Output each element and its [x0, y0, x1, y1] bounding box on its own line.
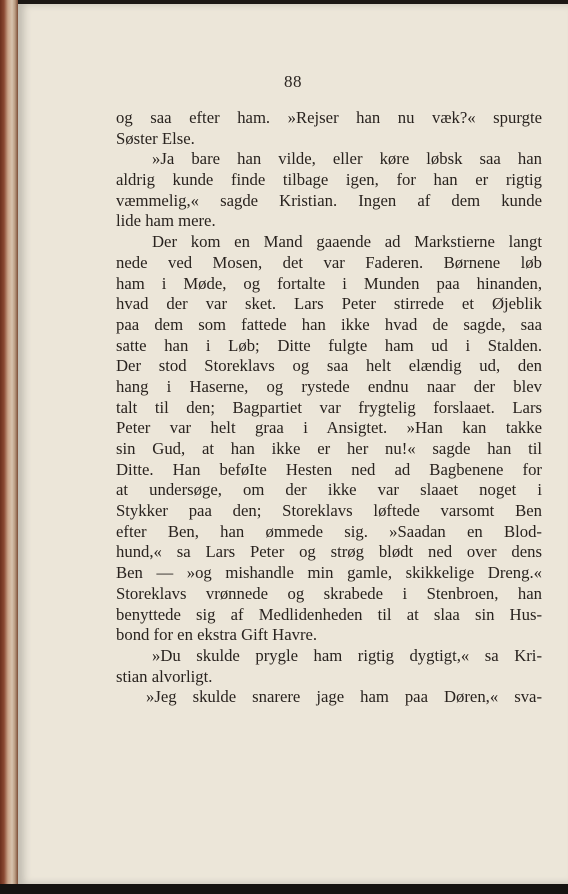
text-line: »Ja bare han vilde, eller køre løbsk saa han: [152, 149, 542, 169]
body-text: [116, 108, 542, 708]
text-line: aldrig kunde finde tilbage igen, for han er rigtig: [116, 170, 542, 190]
scan-bottom-edge: [0, 884, 568, 894]
text-line: hvad der var sket. Lars Peter stirrede et Øjeblik: [116, 294, 542, 314]
text-line: væmmelig,« sagde Kristian. Ingen af dem kunde: [116, 190, 542, 210]
text-line: hund,« sa Lars Peter og strøg blødt ned over dens: [116, 542, 542, 562]
text-line: »Jeg skulde snarere jage ham paa Døren,« sva-: [146, 687, 542, 707]
text-line: stian alvorligt.: [116, 666, 213, 686]
text-line: hang i Haserne, og rystede endnu naar der blev: [116, 376, 542, 396]
text-line: ham i Møde, og fortalte i Munden paa hinanden,: [116, 273, 542, 293]
text-line: Ben — »og mishandle min gamle, skikkelige Dreng.«: [116, 563, 542, 583]
book-page: [18, 4, 568, 884]
text-line: og saa efter ham. »Rejser han nu væk?« spurgte: [116, 108, 542, 127]
text-line: talt til den; Bagpartiet var frygtelig forslaaet. Lars: [116, 397, 542, 417]
text-line: nede ved Mosen, det var Faderen. Børnene løb: [116, 252, 542, 272]
page-number: 88: [284, 72, 302, 91]
text-line: benyttede sig af Medlidenheden til at slaa sin Hus-: [116, 604, 542, 624]
text-line: Ditte. Han beføIte Hesten ned ad Bagbenene for: [116, 459, 542, 479]
text-line: sin Gud, at han ikke er her nu!« sagde han til: [116, 439, 542, 458]
text-line: Søster Else.: [116, 128, 195, 148]
text-line: at undersøge, om der ikke var slaaet noget i: [116, 480, 542, 500]
text-line: Storeklavs vrønnede og skrabede i Stenbroen, han: [116, 583, 542, 603]
text-line: lide ham mere.: [116, 211, 216, 231]
text-line: bond for en ekstra Gift Havre.: [116, 625, 318, 645]
text-line: Stykker paa den; Storeklavs løftede varsomt Ben: [116, 501, 542, 521]
text-line: paa dem som fattede han ikke hvad de sagde, saa: [116, 314, 542, 334]
text-line: Der stod Storeklavs og saa helt elændig ud, den: [116, 356, 542, 376]
page-edge-stack: [0, 0, 18, 894]
text-line: Der kom en Mand gaaende ad Markstierne langt: [152, 232, 542, 252]
text-line: satte han i Løb; Ditte fulgte ham ud i Stalden.: [116, 335, 542, 355]
text-line: »Du skulde prygle ham rigtig dygtigt,« sa Kri-: [152, 645, 542, 665]
text-line: efter Ben, han ømmede sig. »Saadan en Blod-: [116, 521, 542, 541]
text-line: Peter var helt graa i Ansigtet. »Han kan takke: [116, 418, 542, 438]
